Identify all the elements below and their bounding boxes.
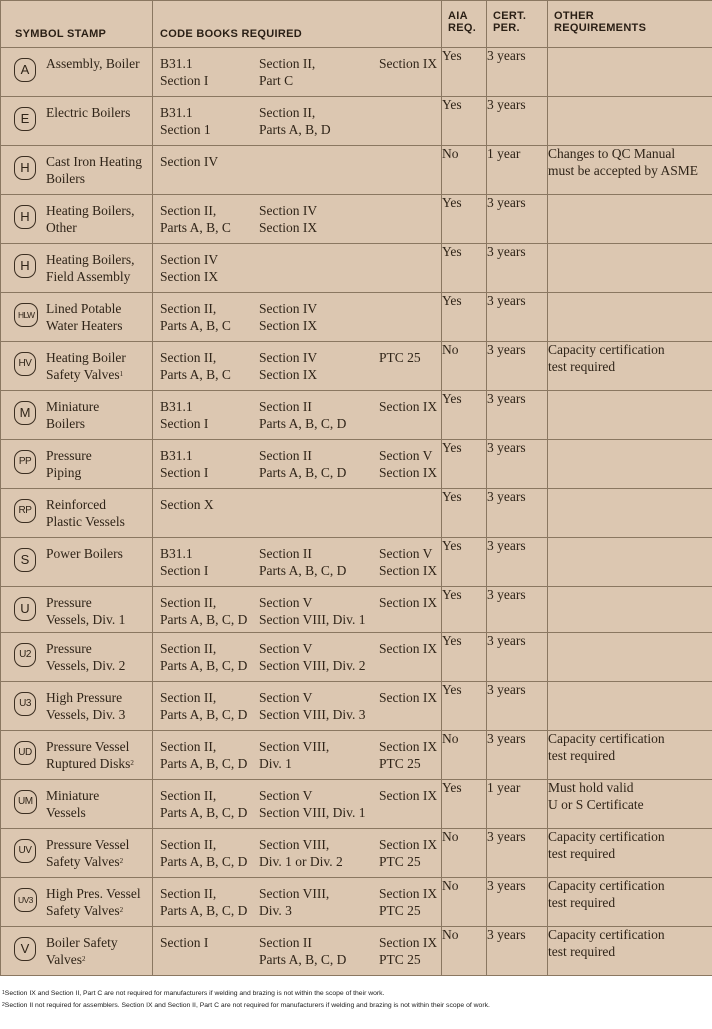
symbol-stamp-cell [1,342,153,391]
other-requirements-cell [548,48,712,97]
code-books-cell [153,293,442,342]
stamp-name: Pressure Vessels, Div. 2 [46,641,126,673]
code-books-col-3: Section IX PTC 25 [379,739,438,771]
code-books-col-1: B31.1 Section I [160,546,209,578]
cert-period-cell: 3 years [487,48,548,97]
stamp-symbol-badge: M [14,401,36,425]
cert-period-cell: 3 years [487,293,548,342]
code-books-cell [153,48,442,97]
stamp-symbol-badge: H [14,156,36,180]
other-requirements-cell [548,489,712,538]
stamp-footnote-mark: 2 [130,758,134,767]
aia-required-cell: No [442,927,487,976]
cert-period-cell: 3 years [487,731,548,780]
code-books-col-2: Section V Section VIII, Div. 2 [259,641,366,673]
code-books-col-3: Section V Section IX [379,546,438,578]
code-books-cell [153,927,442,976]
code-books-col-2: Section VIII, Div. 1 [259,739,330,771]
symbol-stamp-cell [1,829,153,878]
footnotes [2,988,710,1012]
code-books-col-3: Section IX [379,641,438,656]
code-books-col-1: Section II, Parts A, B, C, D [160,641,248,673]
header-code-books: CODE BOOKS REQUIRED [153,1,442,48]
other-requirements-cell: Capacity certification test required [548,829,712,878]
stamp-footnote-mark: 2 [82,954,86,963]
code-books-col-3: PTC 25 [379,350,421,365]
stamp-symbol-badge: U [14,597,36,621]
code-books-col-3: Section IX [379,788,438,803]
stamp-name: Heating Boiler Safety Valves$^1$ [46,350,126,382]
stamp-symbol-badge: PP [14,450,36,474]
code-books-col-2: Section VIII, Div. 1 or Div. 2 [259,837,343,869]
table-row [1,878,712,927]
other-requirements-cell [548,633,712,682]
aia-required-cell: Yes [442,293,487,342]
cert-period-cell: 3 years [487,97,548,146]
stamp-symbol-badge: H [14,254,36,278]
code-books-col-2: Section II Parts A, B, C, D [259,935,347,967]
stamp-symbol-badge: U3 [14,692,36,716]
header-aia-req: AIA REQ. [442,1,487,48]
code-books-col-3: Section IX [379,56,438,71]
symbol-stamp-cell [1,146,153,195]
cert-period-cell: 3 years [487,587,548,633]
other-requirements-cell [548,538,712,587]
stamp-symbol-badge: A [14,58,36,82]
code-books-col-2: Section II Parts A, B, C, D [259,448,347,480]
table-row [1,927,712,976]
symbol-stamp-cell [1,927,153,976]
code-books-col-3: Section IX [379,690,438,705]
code-books-col-1: B31.1 Section I [160,399,209,431]
other-requirements-cell [548,587,712,633]
stamp-symbol-badge: V [14,937,36,961]
table-row [1,538,712,587]
code-books-col-3: Section IX PTC 25 [379,886,438,918]
code-books-cell [153,682,442,731]
code-books-col-2: Section IV Section IX [259,350,318,382]
table-row [1,829,712,878]
symbol-stamp-cell [1,682,153,731]
footnote-2: $^2$Section II not required for assemblers. Section IX and Section II, Part C are not required for manufacturers if welding and brazing is not within their scope of work. [2,1002,490,1009]
stamp-symbol-badge: U2 [14,643,36,667]
cert-period-cell: 3 years [487,927,548,976]
cert-period-cell: 3 years [487,195,548,244]
stamp-name: Pressure Vessel Safety Valves$^2$ [46,837,130,869]
aia-required-cell: Yes [442,587,487,633]
code-books-col-3: Section IX [379,595,438,610]
other-requirements-cell [548,244,712,293]
code-books-col-3: Section IX PTC 25 [379,935,438,967]
other-requirements-cell: Capacity certification test required [548,342,712,391]
code-books-col-2: Section V Section VIII, Div. 1 [259,595,366,627]
aia-required-cell: Yes [442,195,487,244]
code-books-cell [153,489,442,538]
symbol-stamp-cell [1,780,153,829]
cert-period-cell: 3 years [487,538,548,587]
code-books-cell [153,342,442,391]
code-books-cell [153,538,442,587]
code-books-cell [153,195,442,244]
aia-required-cell: No [442,342,487,391]
cert-period-cell: 3 years [487,878,548,927]
table-row [1,587,712,633]
table-row [1,146,712,195]
code-books-col-1: B31.1 Section I [160,56,209,88]
code-books-col-1: Section II, Parts A, B, C, D [160,788,248,820]
code-books-col-3: Section V Section IX [379,448,438,480]
stamp-name: Pressure Vessels, Div. 1 [46,595,126,627]
stamp-name: Assembly, Boiler [46,56,140,71]
cert-period-cell: 1 year [487,146,548,195]
symbol-stamp-cell [1,538,153,587]
code-books-col-3: Section IX PTC 25 [379,837,438,869]
code-books-col-2: Section II Parts A, B, C, D [259,399,347,431]
symbol-stamp-cell [1,878,153,927]
table-row [1,244,712,293]
table-row [1,342,712,391]
table-row [1,391,712,440]
stamp-symbol-badge: E [14,107,36,131]
stamp-name: High Pres. Vessel Safety Valves$^2$ [46,886,141,918]
stamp-symbol-badge: UV3 [14,888,37,912]
stamp-symbol-badge: RP [14,499,36,523]
stamp-footnote-mark: 2 [119,856,124,865]
cert-period-cell: 3 years [487,633,548,682]
stamp-symbol-badge: HLW [14,303,38,327]
symbol-stamp-cell [1,97,153,146]
table-row [1,440,712,489]
table-row [1,682,712,731]
stamp-symbol-badge: UM [14,790,37,814]
code-books-col-1: Section X [160,497,214,512]
table-row [1,633,712,682]
stamp-name: Lined Potable Water Heaters [46,301,123,333]
code-books-cell [153,731,442,780]
aia-required-cell: Yes [442,48,487,97]
symbol-stamp-cell [1,391,153,440]
header-cert-per: CERT. PER. [487,1,548,48]
table-row [1,195,712,244]
code-books-cell [153,587,442,633]
code-books-col-1: Section II, Parts A, B, C, D [160,595,248,627]
code-books-col-3: Section IX [379,399,438,414]
stamp-symbol-badge: S [14,548,36,572]
cert-period-cell: 3 years [487,440,548,489]
symbol-stamp-cell [1,633,153,682]
other-requirements-cell [548,195,712,244]
stamp-name: Miniature Vessels [46,788,100,820]
other-requirements-cell: Capacity certification test required [548,731,712,780]
symbol-stamp-cell [1,293,153,342]
aia-required-cell: Yes [442,391,487,440]
code-books-cell [153,633,442,682]
code-books-cell [153,146,442,195]
aia-required-cell: No [442,829,487,878]
code-books-col-1: Section I [160,935,209,950]
other-requirements-cell [548,293,712,342]
code-books-col-2: Section II, Part C [259,56,316,88]
table-row [1,489,712,538]
code-books-col-2: Section V Section VIII, Div. 3 [259,690,366,722]
table-row [1,293,712,342]
code-books-cell [153,244,442,293]
other-requirements-cell: Must hold valid U or S Certificate [548,780,712,829]
other-requirements-cell [548,440,712,489]
stamp-symbol-badge: UD [14,741,36,765]
code-books-col-1: Section II, Parts A, B, C [160,203,231,235]
cert-period-cell: 1 year [487,780,548,829]
code-books-col-1: Section II, Parts A, B, C [160,350,231,382]
symbol-stamp-cell [1,489,153,538]
cert-period-cell: 3 years [487,244,548,293]
code-books-col-2: Section IV Section IX [259,301,318,333]
table-row [1,97,712,146]
other-requirements-cell: Changes to QC Manual must be accepted by ASME [548,146,712,195]
aia-required-cell: Yes [442,440,487,489]
footnote-1: $^1$Section IX and Section II, Part C are not required for manufacturers if welding and brazing is not within the scope of their work. [2,990,385,997]
cert-period-cell: 3 years [487,489,548,538]
symbol-stamp-cell [1,244,153,293]
aia-required-cell: No [442,731,487,780]
stamp-footnote-mark: 1 [119,369,124,378]
table-body [1,48,712,976]
other-requirements-cell: Capacity certification test required [548,927,712,976]
header-other-requirements: OTHER REQUIREMENTS [548,1,712,48]
stamp-name: Heating Boilers, Other [46,203,135,235]
table-row [1,780,712,829]
aia-required-cell: Yes [442,633,487,682]
stamp-name: Electric Boilers [46,105,131,120]
code-books-col-2: Section VIII, Div. 3 [259,886,330,918]
code-books-col-1: B31.1 Section 1 [160,105,211,137]
code-books-cell [153,780,442,829]
stamp-name: Reinforced Plastic Vessels [46,497,125,529]
table-row [1,731,712,780]
cert-period-cell: 3 years [487,829,548,878]
code-books-col-1: Section IV Section IX [160,252,219,284]
code-books-col-1: Section II, Parts A, B, C, D [160,886,248,918]
symbol-stamp-cell [1,731,153,780]
code-books-col-2: Section IV Section IX [259,203,318,235]
aia-required-cell: Yes [442,489,487,538]
aia-required-cell: Yes [442,538,487,587]
code-books-col-1: Section II, Parts A, B, C, D [160,690,248,722]
aia-required-cell: Yes [442,780,487,829]
code-books-cell [153,391,442,440]
symbol-stamp-cell [1,195,153,244]
other-requirements-cell: Capacity certification test required [548,878,712,927]
code-books-col-2: Section II Parts A, B, C, D [259,546,347,578]
code-books-col-1: Section II, Parts A, B, C, D [160,739,248,771]
stamp-name: Cast Iron Heating Boilers [46,154,142,186]
stamp-symbol-badge: UV [14,839,36,863]
symbol-stamp-cell [1,48,153,97]
code-books-col-2: Section II, Parts A, B, D [259,105,331,137]
code-books-cell [153,878,442,927]
code-books-col-1: Section IV [160,154,219,169]
other-requirements-cell [548,682,712,731]
cert-period-cell: 3 years [487,342,548,391]
code-books-col-1: Section II, Parts A, B, C [160,301,231,333]
stamp-name: Heating Boilers, Field Assembly [46,252,135,284]
other-requirements-cell [548,97,712,146]
stamp-footnote-mark: 2 [119,905,124,914]
code-books-col-2: Section V Section VIII, Div. 1 [259,788,366,820]
table-row [1,48,712,97]
code-books-col-1: Section II, Parts A, B, C, D [160,837,248,869]
stamp-name: Power Boilers [46,546,123,561]
cert-period-cell: 3 years [487,391,548,440]
stamp-name: Pressure Piping [46,448,92,480]
table-header-row [1,1,712,48]
stamp-name: Miniature Boilers [46,399,100,431]
code-books-cell [153,97,442,146]
code-books-col-1: B31.1 Section I [160,448,209,480]
aia-required-cell: Yes [442,682,487,731]
aia-required-cell: Yes [442,97,487,146]
aia-required-cell: No [442,878,487,927]
other-requirements-cell [548,391,712,440]
stamp-name: Boiler Safety Valves$^2$ [46,935,118,967]
stamp-symbol-badge: H [14,205,36,229]
code-books-cell [153,829,442,878]
symbol-stamp-cell [1,440,153,489]
stamp-name: High Pressure Vessels, Div. 3 [46,690,126,722]
symbol-stamp-cell [1,587,153,633]
cert-period-cell: 3 years [487,682,548,731]
aia-required-cell: Yes [442,244,487,293]
header-symbol-stamp: SYMBOL STAMP [1,1,153,48]
stamp-symbol-badge: HV [14,352,36,376]
aia-required-cell: No [442,146,487,195]
stamp-name: Pressure Vessel Ruptured Disks$^2$ [46,739,134,771]
code-books-cell [153,440,442,489]
